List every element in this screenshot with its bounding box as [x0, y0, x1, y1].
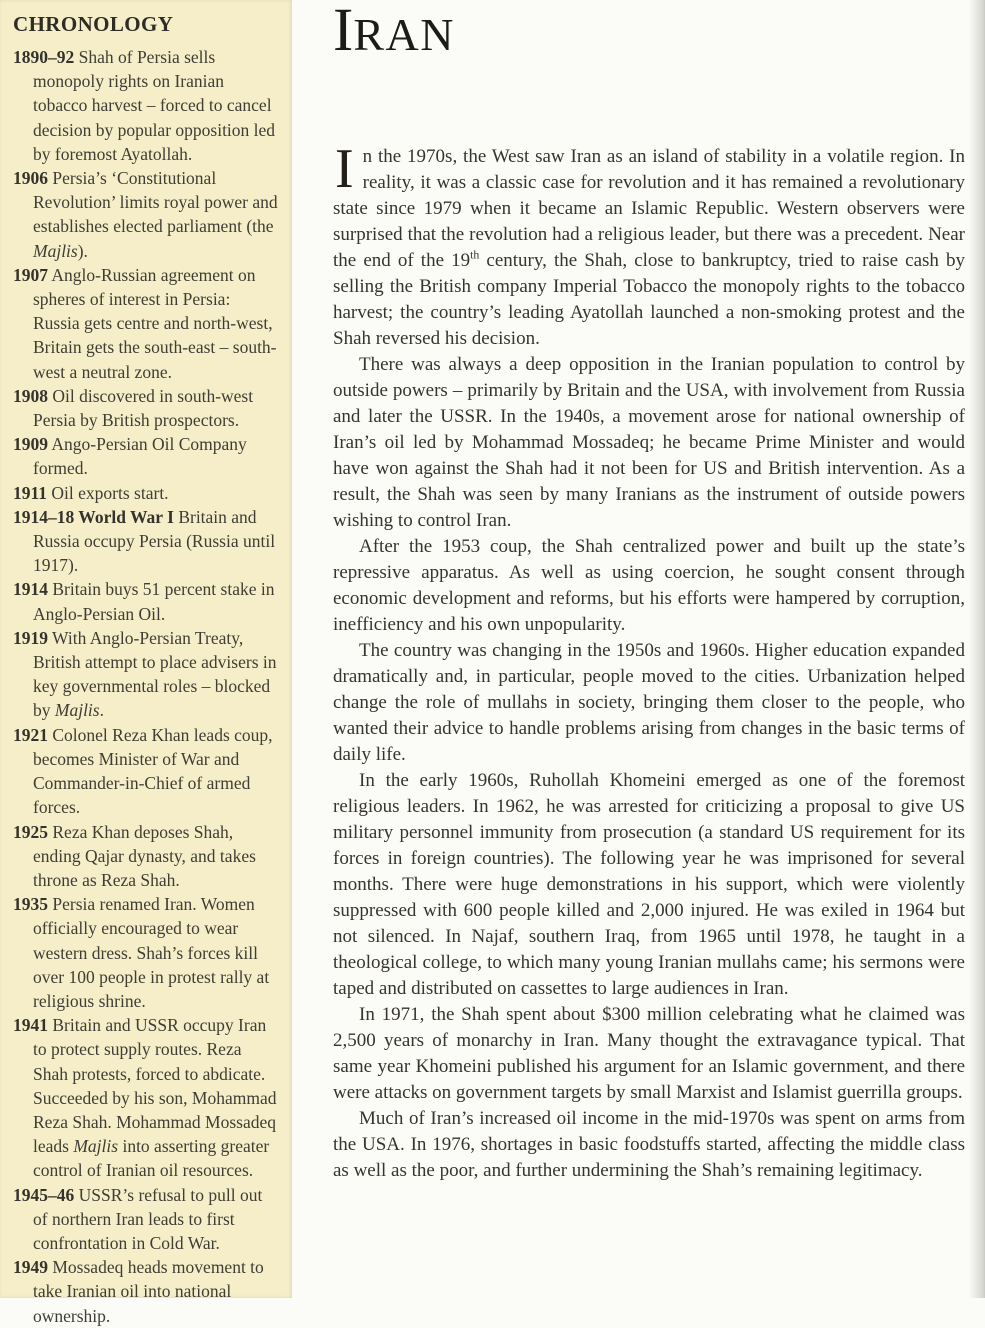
italic-term: Majlis [54, 700, 100, 721]
chronology-entry [13, 432, 278, 480]
chronology-entry [13, 505, 278, 578]
chronology-panel [0, 0, 292, 1326]
text-segment: Britain and USSR occupy Iran to protect supply routes. Reza Shah protests, forced to abdicate. Succeeded by his son, Mohammad Reza Shah. Mohammad Mossadeq leads [33, 1015, 277, 1157]
chronology-list [13, 45, 278, 1328]
text-segment: Much of Iran’s increased oil income in the mid-1970s was spent on arms from the USA. In 1976, shortages in basic foodstuffs started, affecting the middle class as well as the poor, and further undermining the Shah’s remaining legitimacy. [333, 1108, 965, 1181]
text-segment: In the early 1960s, Ruhollah Khomeini emerged as one of the foremost religious leaders. In 1962, he was arrested for criticizing a proposal to give US military personnel immunity from prosecution (a standard US requirement for its forces in foreign countries). The following year he was imprisoned for several months. There were huge demonstrations in his support, which were violently suppressed with 600 people killed and 2,000 injured. He was exiled in 1964 but not silenced. In Najaf, southern Iraq, from 1965 until 1978, he taught in a theological college, to which many young Iranian mullahs came; his sermons were taped and distributed on cassettes to large audiences in Iran. [333, 770, 965, 999]
chronology-heading: CHRONOLOGY [13, 12, 174, 36]
chronology-entry [13, 626, 278, 723]
text-segment: Oil exports start. [47, 482, 169, 503]
entry-year: 1907 [13, 264, 48, 285]
entry-year: 1914–18 World War I [13, 506, 174, 527]
text-segment: In 1971, the Shah spent about $300 million celebrating what he claimed was 2,500 years of monarchy in Iran. Many thought the extravagance typical. That same year Khomeini published his argument for an Islamic government, and there were attacks on government targets by small Marxist and Islamist guerrilla groups. [333, 1004, 965, 1103]
chronology-entry [13, 723, 278, 820]
article-paragraph [333, 638, 965, 768]
text-segment: . [99, 700, 104, 721]
italic-term: Majlis [73, 1136, 119, 1157]
chronology-entry [13, 481, 278, 505]
superscript: th [470, 248, 480, 262]
text-segment: Mossadeq heads movement to take Iranian oil into national ownership. [33, 1257, 264, 1326]
text-segment: ). [77, 240, 88, 261]
article-paragraph [333, 768, 965, 1002]
chronology-entry [13, 166, 278, 263]
text-segment: Shah of Persia sells monopoly rights on Iranian tobacco harvest – forced to cancel decision by popular opposition led by foremost Ayatollah. [33, 47, 276, 164]
chronology-entry [13, 892, 278, 1013]
text-segment: n the 1970s, the West saw Iran as an island of stability in a volatile region. In reality, it was a classic case for revolution and it has remained a revolutionary state since 1979 when it became an Islamic Republic. Western observers were surprised that the revolution had a religious leader, but there was a precedent. Near the end of the 19 [333, 146, 965, 271]
chronology-entry [13, 1013, 278, 1182]
chronology-entry [13, 820, 278, 893]
article-paragraph [333, 1002, 965, 1106]
page-title [333, 2, 965, 68]
text-segment: The country was changing in the 1950s and 1960s. Higher education expanded dramatically and, in particular, people moved to the cities. Urbanization helped change the role of mullahs in society, bringing them closer to the people, who wanted their advice to handle problems arising from changes in the basic terms of daily life. [333, 640, 965, 765]
chronology-entry [13, 1183, 278, 1256]
italic-term: Majlis [33, 240, 78, 261]
chronology-entry [13, 384, 278, 432]
article-paragraph [333, 534, 965, 638]
article-body [333, 138, 966, 1184]
page-edge-shadow [969, 0, 985, 1298]
chronology-entry [13, 45, 278, 166]
text-segment: Ango-Persian Oil Company formed. [33, 434, 247, 479]
entry-year: 1945–46 [13, 1184, 75, 1205]
text-segment: Reza Khan deposes Shah, ending Qajar dynasty, and takes throne as Reza Shah. [33, 821, 256, 890]
text-segment: There was always a deep opposition in the Iranian population to control by outside powers – primarily by Britain and the USA, with involvement from Russia and later the USSR. In the 1940s, a movement arose for national ownership of Iran’s oil led by Mohammad Mossadeq; he became Prime Minister and would have won against the Shah had it not been for US and British intervention. As a result, the Shah was seen by many Iranians as the instrument of outside powers wishing to control Iran. [333, 354, 965, 531]
text-segment: USSR’s refusal to pull out of northern Iran leads to first confrontation in Cold War. [33, 1184, 263, 1253]
text-segment: Persia renamed Iran. Women officially encouraged to wear western dress. Shah’s forces kill over 100 people in protest rally at religious shrine. [33, 894, 270, 1011]
entry-year: 1914 [13, 579, 48, 600]
entry-year: 1925 [13, 821, 48, 842]
entry-year: 1919 [13, 627, 48, 648]
page-title-initial: I [333, 0, 354, 64]
text-segment: century, the Shah, close to bankruptcy, tried to raise cash by selling the British company Imperial Tobacco the monopoly rights to the tobacco harvest; the country’s leading Ayatollah launched a non-smoking protest and the Shah reversed his decision. [333, 250, 966, 349]
article-paragraph [333, 352, 965, 534]
text-segment: After the 1953 coup, the Shah centralized power and built up the state’s repressive apparatus. As well as using coercion, he sought consent through economic development and reforms, but his efforts were hampered by corruption, inefficiency and his own unpopularity. [333, 536, 965, 635]
chronology-entry [13, 263, 278, 384]
entry-year: 1890–92 [13, 47, 75, 67]
entry-year: 1941 [13, 1015, 48, 1036]
text-segment: Britain and Russia occupy Persia (Russia until 1917). [33, 506, 276, 576]
entry-year: 1908 [13, 385, 48, 406]
text-segment: With Anglo-Persian Treaty, British attempt to place advisers in key governmental roles – blocked by [33, 627, 277, 721]
text-segment: Anglo-Russian agreement on spheres of interest in Persia: Russia gets centre and north-west, Britain gets the south-east – south-west a neutral zone. [33, 264, 277, 382]
page-title-rest: RAN [353, 9, 455, 60]
entry-year: 1935 [13, 894, 48, 915]
text-segment: Colonel Reza Khan leads coup, becomes Minister of War and Commander-in-Chief of armed forces. [33, 724, 273, 818]
chronology-entry [13, 577, 278, 625]
article-paragraph [333, 1106, 965, 1184]
entry-year: 1911 [13, 482, 48, 503]
article-paragraph [333, 138, 966, 352]
entry-year: 1921 [13, 724, 48, 745]
entry-year: 1909 [13, 434, 48, 455]
text-segment: Britain buys 51 percent stake in Anglo-Persian Oil. [33, 579, 275, 624]
drop-cap: I [335, 138, 354, 200]
text-segment: into asserting greater control of Iranian oil resources. [33, 1136, 270, 1181]
text-segment: Oil discovered in south-west Persia by British prospectors. [33, 385, 254, 431]
chronology-entry [13, 1255, 278, 1328]
article [333, 0, 965, 1184]
text-segment: Persia’s ‘Constitutional Revolution’ limits royal power and establishes elected parliament (the [33, 168, 278, 237]
entry-year: 1949 [13, 1257, 48, 1278]
entry-year: 1906 [13, 168, 48, 189]
